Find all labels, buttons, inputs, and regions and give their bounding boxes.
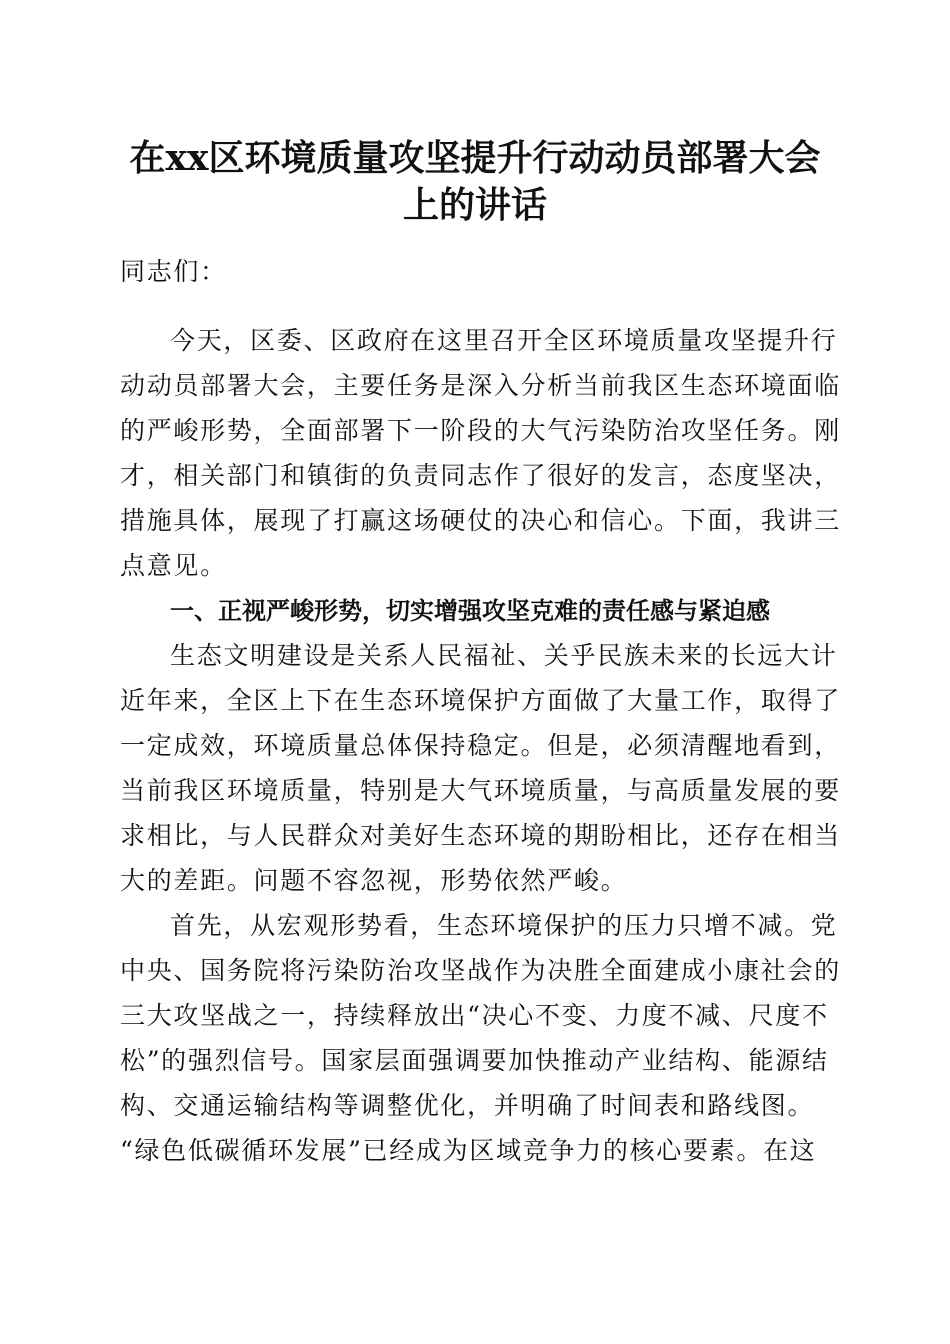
paragraph-line: 大的差距。问题不容忽视，形势依然严峻。 — [120, 866, 628, 895]
paragraph-line: 的严峻形势，全面部署下一阶段的大气污染防治攻坚任务。刚 — [120, 416, 841, 445]
salutation: 同志们： — [120, 257, 227, 286]
paragraph-line: 一定成效，环境质量总体保持稳定。但是，必须清醒地看到， — [120, 731, 841, 760]
paragraph-line: 松”的强烈信号。国家层面强调要加快推动产业结构、能源结 — [120, 1046, 829, 1075]
paragraph-line: 中央、国务院将污染防治攻坚战作为决胜全面建成小康社会的 — [120, 956, 841, 985]
paragraph-line: 当前我区环境质量，特别是大气环境质量，与高质量发展的要 — [120, 776, 841, 805]
paragraph-line: 近年来，全区上下在生态环境保护方面做了大量工作，取得了 — [120, 686, 841, 715]
paragraph-line: 措施具体，展现了打赢这场硬仗的决心和信心。下面，我讲三 — [120, 506, 841, 535]
paragraph-line: 点意见。 — [120, 551, 227, 580]
section-heading-1: 一、正视严峻形势，切实增强攻坚克难的责任感与紧迫感 — [170, 597, 770, 625]
paragraph-line: 三大攻坚战之一，持续释放出“决心不变、力度不减、尺度不 — [120, 1001, 829, 1030]
paragraph-line: 首先，从宏观形势看，生态环境保护的压力只增不减。党 — [170, 911, 838, 940]
paragraph-line: “绿色低碳循环发展”已经成为区域竞争力的核心要素。在这 — [120, 1136, 817, 1165]
paragraph-line: 生态文明建设是关系人民福祉、关乎民族未来的长远大计 — [170, 641, 838, 670]
paragraph-line: 今天，区委、区政府在这里召开全区环境质量攻坚提升行 — [170, 326, 838, 355]
paragraph-line: 求相比，与人民群众对美好生态环境的期盼相比，还存在相当 — [120, 821, 841, 850]
paragraph-line: 构、交通运输结构等调整优化，并明确了时间表和路线图。 — [120, 1091, 815, 1120]
document-title-line-1: 在xx区环境质量攻坚提升行动动员部署大会 — [129, 137, 821, 179]
document-title-line-2: 上的讲话 — [402, 184, 547, 226]
paragraph-line: 动动员部署大会，主要任务是深入分析当前我区生态环境面临 — [120, 371, 841, 400]
paragraph-line: 才，相关部门和镇街的负责同志作了很好的发言，态度坚决， — [120, 461, 841, 490]
